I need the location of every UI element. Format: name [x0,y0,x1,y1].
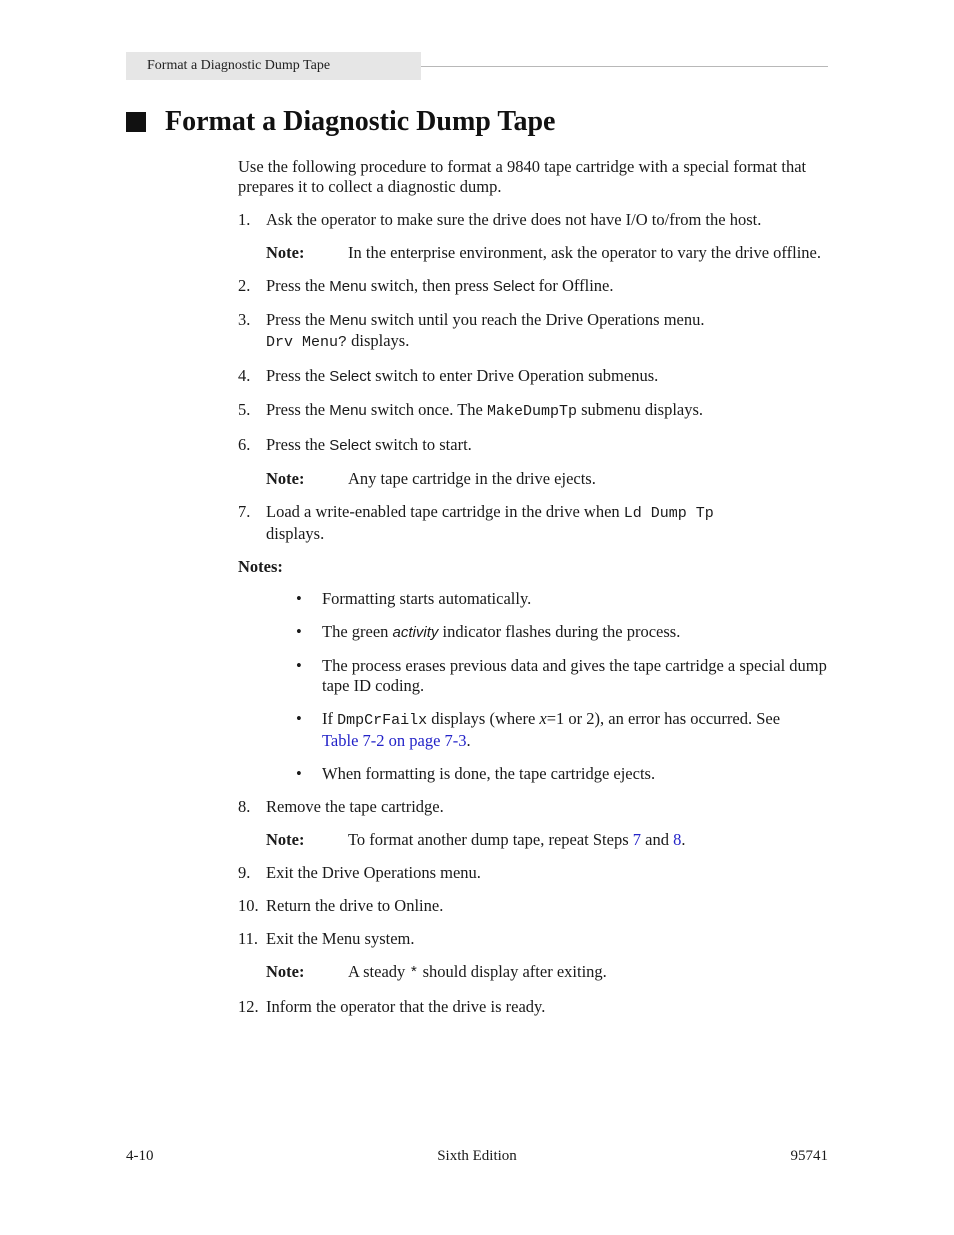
step-text: submenu displays. [577,400,704,419]
step-text: switch to enter Drive Operation submenus. [370,366,659,385]
step-text: Remove the tape cartridge. [266,797,444,816]
step-3 [238,310,830,353]
step-number: 12. [238,997,259,1016]
display-symbol: * [409,965,419,982]
note-text: Any tape cartridge in the drive ejects. [348,469,596,488]
step-4 [238,366,830,387]
notes-list [238,589,830,784]
step-text: Press the [266,435,330,454]
step-text: Return the drive to Online. [266,896,444,915]
note-label: Note: [266,962,305,981]
step-8-link[interactable]: 8 [673,830,682,849]
step-10 [238,896,830,916]
intro-paragraph: Use the following procedure to format a 9840 tape cartridge with a special format that prepares it to collect a diagnostic dump. [238,157,807,196]
notes-heading: Notes: [238,557,283,576]
menu-switch-name: Menu [329,278,367,295]
bullet-icon: • [296,709,302,728]
running-header: Format a Diagnostic Dump Tape [126,52,421,80]
step-6 [238,435,830,456]
bullet-text: If [322,709,338,728]
note-label: Note: [266,243,305,262]
step-text: for Offline. [534,276,614,295]
step-number: 2. [238,276,251,295]
header-rule [421,66,828,67]
note-text: and [641,830,674,849]
display-message: MakeDumpTp [487,403,578,420]
step-text: displays. [347,331,410,350]
bullet-icon: • [296,622,302,641]
note-step-1 [266,243,830,263]
step-text: Ask the operator to make sure the drive does not have I/O to/from the host. [266,210,762,229]
step-text: Exit the Menu system. [266,929,415,948]
note-label: Note: [266,469,305,488]
step-7 [238,502,830,544]
note-step-6 [266,469,830,489]
step-number: 4. [238,366,251,385]
display-message: Ld Dump Tp [623,505,714,522]
bullet-text: Formatting starts automatically. [322,589,532,608]
step-text: Inform the operator that the drive is ready. [266,997,546,1016]
step-2 [238,276,830,297]
step-text: Press the [266,366,330,385]
note-label: Note: [266,830,305,849]
step-text: switch, then press [366,276,493,295]
step-number: 5. [238,400,251,419]
bullet-text: indicator flashes during the process. [438,622,681,641]
step-text: switch once. The [366,400,487,419]
step-number: 1. [238,210,251,229]
step-number: 7. [238,502,251,521]
note-text: In the enterprise environment, ask the operator to vary the drive offline. [348,243,821,262]
step-number: 3. [238,310,251,329]
bullet-icon: • [296,656,302,675]
bullet-icon: • [296,764,302,783]
list-item [238,622,830,643]
note-step-11 [266,962,830,984]
step-1 [238,210,830,230]
step-text: Press the [266,400,330,419]
bullet-icon: • [296,589,302,608]
step-number: 6. [238,435,251,454]
indicator-name: activity [392,624,439,641]
step-text: Exit the Drive Operations menu. [266,863,481,882]
note-step-8 [266,830,830,850]
note-text: should display after exiting. [418,962,607,981]
select-switch-name: Select [329,368,371,385]
footer-edition: Sixth Edition [437,1148,517,1164]
step-8 [238,797,830,817]
step-text: Load a write-enabled tape cartridge in the drive when [266,502,624,521]
menu-switch-name: Menu [329,312,367,329]
step-number: 8. [238,797,251,816]
step-text: Press the [266,276,330,295]
list-item [238,764,830,784]
bullet-text: displays (where [427,709,540,728]
table-cross-reference-link[interactable]: Table 7-2 on page 7-3 [322,731,467,750]
note-text: . [681,830,686,849]
section-marker-square [126,112,146,132]
bullet-text: . [466,731,471,750]
step-text: switch to start. [370,435,472,454]
step-7-link[interactable]: 7 [632,830,642,849]
step-text: switch until you reach the Drive Operations menu. [366,310,705,329]
list-item [238,656,830,696]
list-item [238,589,830,609]
procedure-body [238,157,830,1030]
bullet-text: =1 or 2), an error has occurred. See [546,709,781,728]
step-number: 11. [238,929,259,948]
step-11 [238,929,830,949]
note-text: To format another dump tape, repeat Steps [348,830,633,849]
step-number: 10. [238,896,259,915]
step-text: displays. [266,524,325,543]
menu-switch-name: Menu [329,402,367,419]
variable-x: x [539,709,547,728]
footer-page-number: 4-10 [126,1148,154,1164]
select-switch-name: Select [492,278,535,295]
display-message: Drv Menu? [266,334,348,351]
display-message: DmpCrFailx [337,712,428,729]
bullet-text: The process erases previous data and gives the tape cartridge a special dump tape ID coding. [322,656,827,695]
step-5 [238,400,830,422]
list-item [238,709,830,751]
step-9 [238,863,830,883]
bullet-text: When formatting is done, the tape cartridge ejects. [322,764,656,783]
step-text: Press the [266,310,330,329]
section-title: Format a Diagnostic Dump Tape [165,106,556,137]
footer-doc-number: 95741 [790,1148,828,1164]
step-number: 9. [238,863,251,882]
step-12 [238,997,830,1017]
bullet-text: The green [322,622,393,641]
select-switch-name: Select [329,437,371,454]
note-text: A steady [348,962,410,981]
